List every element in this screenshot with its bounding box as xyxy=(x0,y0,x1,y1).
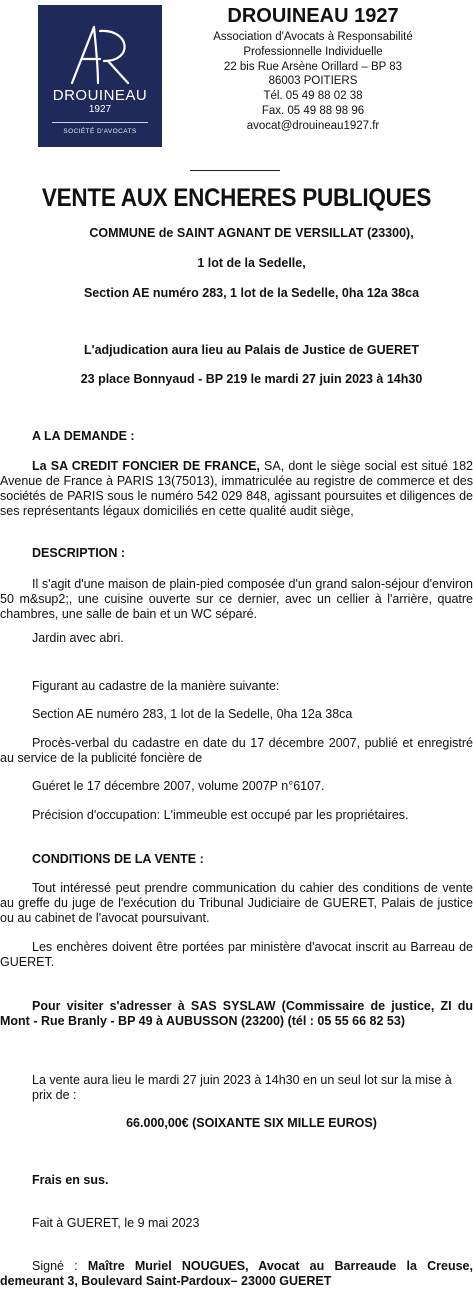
visit-paragraph: Pour visiter s'adresser à SAS SYSLAW (Commissaire de justice, ZI du Mont - Rue Branly - BP 49 à AUBUSSON (23200) (tél : 05 55 66 82 53) xyxy=(0,999,473,1028)
firm-phone: Tél. 05 49 88 02 38 xyxy=(263,90,363,103)
plaintiff-name: La SA CREDIT FONCIER DE FRANCE, xyxy=(32,459,260,473)
firm-line: Association d'Avocats à Responsabilité xyxy=(213,31,413,43)
cadastre-pv: Procès-verbal du cadastre en date du 17 décembre 2007, publié et enregistré au service de la publicité foncière de xyxy=(0,736,473,765)
firm-name: DROUINEAU 1927 xyxy=(227,5,399,27)
separator-line xyxy=(190,170,280,171)
firm-line: Professionnelle Individuelle xyxy=(243,45,383,58)
adjudication-line: L'adjudication aura lieu au Palais de Justice de GUERET xyxy=(83,343,419,357)
demande-heading: A LA DEMANDE : xyxy=(32,429,135,443)
cadastre-publication: Guéret le 17 décembre 2007, volume 2007P n°6107. xyxy=(32,779,325,793)
firm-email[interactable]: avocat@drouineau1927.fr xyxy=(246,119,380,132)
firm-address: 22 bis Rue Arsène Orillard – BP 83 xyxy=(223,60,403,73)
conditions-heading: CONDITIONS DE LA VENTE : xyxy=(32,852,204,866)
sale-line: La vente aura lieu le mardi 27 juin 2023 à 14h30 en un seul lot sur la mise à prix de : xyxy=(32,1073,452,1102)
demande-paragraph xyxy=(0,459,473,519)
fees-line: Frais en sus. xyxy=(32,1173,109,1187)
firm-city: 86003 POITIERS xyxy=(268,75,358,88)
address-date-line: 23 place Bonnyaud - BP 219 le mardi 27 juin 2023 à 14h30 xyxy=(80,372,423,386)
logo-year: 1927 xyxy=(88,104,112,115)
plaintiff-details: SA, dont le siège social est situé 182 Avenue de France à PARIS 13(75013), immatriculée au registre de commerce et des sociétés de PARIS sous le numéro 542 029 848, agissant poursuites et diligences de ses représentants légaux domiciliés en cette qualité audit siège, xyxy=(0,459,473,518)
occupation-line: Précision d'occupation: L'immeuble est occupé par les propriétaires. xyxy=(32,808,409,822)
date-place-line: Fait à GUERET, le 9 mai 2023 xyxy=(32,1216,200,1230)
firm-logo xyxy=(38,5,162,147)
cadastre-intro: Figurant au cadastre de la manière suivante: xyxy=(32,679,280,693)
logo-monogram-icon xyxy=(38,19,162,87)
cadastre-section: Section AE numéro 283, 1 lot de la Sedelle, 0ha 12a 38ca xyxy=(32,707,353,721)
section-line: Section AE numéro 283, 1 lot de la Sedelle, 0ha 12a 38ca xyxy=(83,286,420,300)
conditions-paragraph: Tout intéressé peut prendre communication du cahier des conditions de vente au greffe du juge de l'exécution du Tribunal Judiciaire de GUERET, Palais de justice ou au cabinet de l'avocat poursuivant. xyxy=(0,881,473,925)
logo-name: DROUINEAU xyxy=(52,87,148,104)
document-title: VENTE AUX ENCHERES PUBLIQUES xyxy=(41,184,432,212)
garden-line: Jardin avec abri. xyxy=(32,631,124,645)
firm-address-block xyxy=(178,4,448,134)
starting-price: 66.000,00€ (SOIXANTE SIX MILLE EUROS) xyxy=(126,1116,377,1130)
description-paragraph: Il s'agit d'une maison de plain-pied composée d'un grand salon-séjour d'environ 50 m&sup2;, une cuisine ouverte sur ce dernier, avec un cellier à l'arrière, quatre chambres, une salle de bain et un WC séparé. xyxy=(0,577,473,621)
logo-tagline: SOCIÉTÉ D'AVOCATS xyxy=(63,128,137,135)
lot-line: 1 lot de la Sedelle, xyxy=(197,256,306,270)
logo-divider xyxy=(52,122,148,123)
signature-label: Signé : xyxy=(32,1259,78,1273)
commune-line: COMMUNE de SAINT AGNANT DE VERSILLAT (23300), xyxy=(89,226,414,240)
description-heading: DESCRIPTION : xyxy=(32,546,126,560)
bids-paragraph: Les enchères doivent être portées par ministère d'avocat inscrit au Barreau de GUERET. xyxy=(0,940,473,969)
firm-fax: Fax. 05 49 88 98 96 xyxy=(261,104,365,117)
signatory-details: Maître Muriel NOUGUES, Avocat au Barreaude la Creuse, demeurant 3, Boulevard Saint-Pardoux– 23000 GUERET xyxy=(0,1259,473,1288)
signature-paragraph xyxy=(0,1259,473,1289)
